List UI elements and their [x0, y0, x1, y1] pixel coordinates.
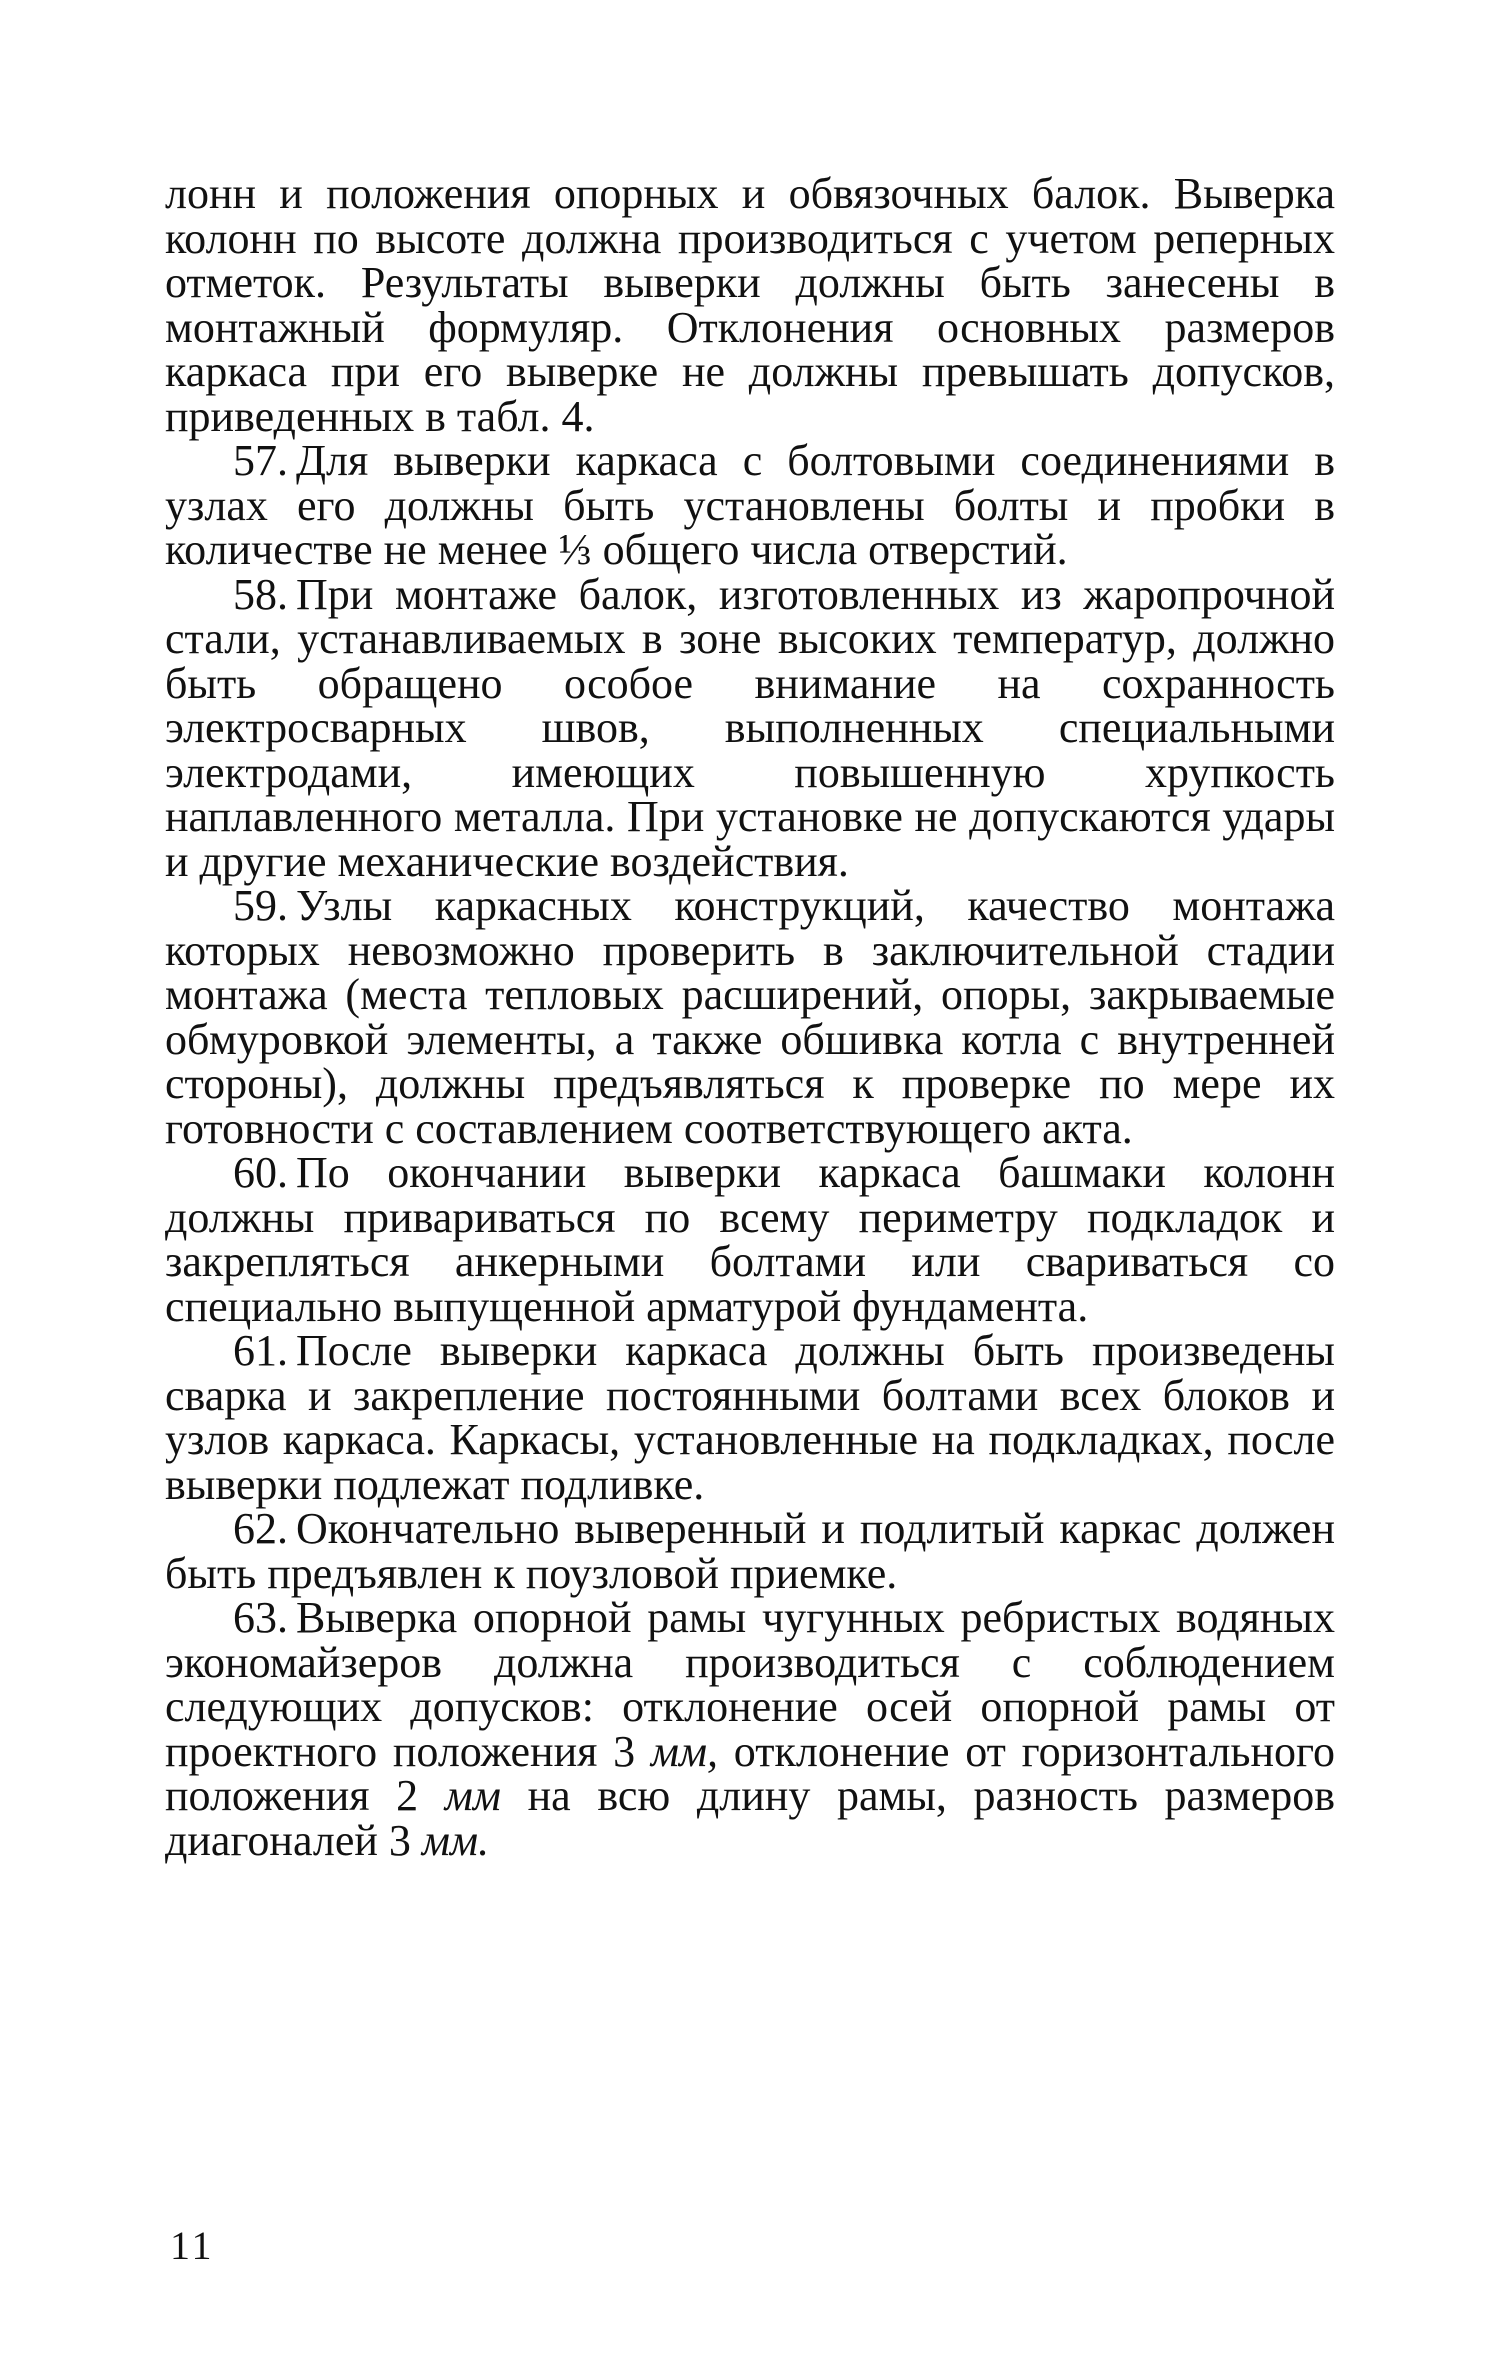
paragraph-text: Узлы каркасных конструкций, качество монтажа которых невозможно проверить в заключительной стадии монтажа (места тепловых расширений, опоры, закрываемые обмуровкой элементы, а также обшивка котла с внутренней стороны), должны предъявляться к проверке по мере их готовности с составлением соответствующего акта. [165, 881, 1335, 1153]
paragraph-text: После выверки каркаса должны быть произведены сварка и закрепление постоянными болтами всех блоков и узлов каркаса. Каркасы, установленные на подкладках, после выверки подлежат подливке. [165, 1326, 1335, 1509]
unit-mm: мм, [650, 1726, 719, 1776]
paragraph-text: По окончании выверки каркаса башмаки колонн должны привариваться по всему периметру подкладок и закрепляться анкерными болтами или свариваться со специально выпущенной арматурой фундамента. [165, 1148, 1335, 1331]
paragraph-number: 57. [233, 436, 288, 485]
paragraph-57 [165, 436, 1335, 574]
paragraph-59 [165, 881, 1335, 1153]
paragraph-number: 59. [233, 881, 288, 930]
paragraph-61 [165, 1326, 1335, 1509]
paragraph-text: Окончательно выверенный и подлитый каркас должен быть предъявлен к поузловой приемке. [165, 1504, 1335, 1598]
paragraph-56-continuation: лонн и положения опорных и обвязочных балок. Выверка колонн по высоте должна производиться с учетом реперных отметок. Результаты выверки должны быть занесены в монтажный формуляр. Отклонения основных размеров каркаса при его выверке не должны превышать допусков, приведенных в табл. 4. [165, 169, 1335, 441]
paragraph-60 [165, 1148, 1335, 1331]
paragraph-58 [165, 569, 1335, 886]
page-number: 11 [170, 2223, 215, 2268]
paragraph-number: 60. [233, 1148, 288, 1197]
paragraph-number: 62. [233, 1504, 288, 1553]
paragraph-number: 58. [233, 569, 288, 619]
paragraph-text: Для выверки каркаса с болтовыми соединениями в узлах его должны быть установлены болты и пробки в количестве не менее ⅓ общего числа отверстий. [165, 436, 1335, 574]
paragraph-63 [165, 1593, 1335, 1865]
paragraph-text: отклонение от горизонтального положения 2 [165, 1726, 1335, 1820]
paragraph-number: 63. [233, 1593, 288, 1642]
unit-mm: мм [444, 1771, 501, 1820]
unit-mm: мм. [421, 1815, 490, 1865]
paragraph-62 [165, 1504, 1335, 1598]
paragraph-text: При монтаже балок, изготовленных из жаропрочной стали, устанавливаемых в зоне высоких температур, должно быть обращено особое внимание на сохранность электросварных швов, выполненных специальными электродами, имеющих повышенную хрупкость наплавленного металла. При установке не допускаются удары и другие механические воздействия. [165, 569, 1335, 886]
paragraph-number: 61. [233, 1326, 288, 1375]
paragraph-text: на всю длину рамы, разность размеров диагоналей 3 [165, 1771, 1335, 1865]
page-body [165, 169, 1335, 1865]
paragraph-text: Выверка опорной рамы чугунных ребристых водяных экономайзеров должна производиться с соблюдением следующих допусков: отклонение осей опорной рамы от проектного положения 3 [165, 1593, 1335, 1776]
